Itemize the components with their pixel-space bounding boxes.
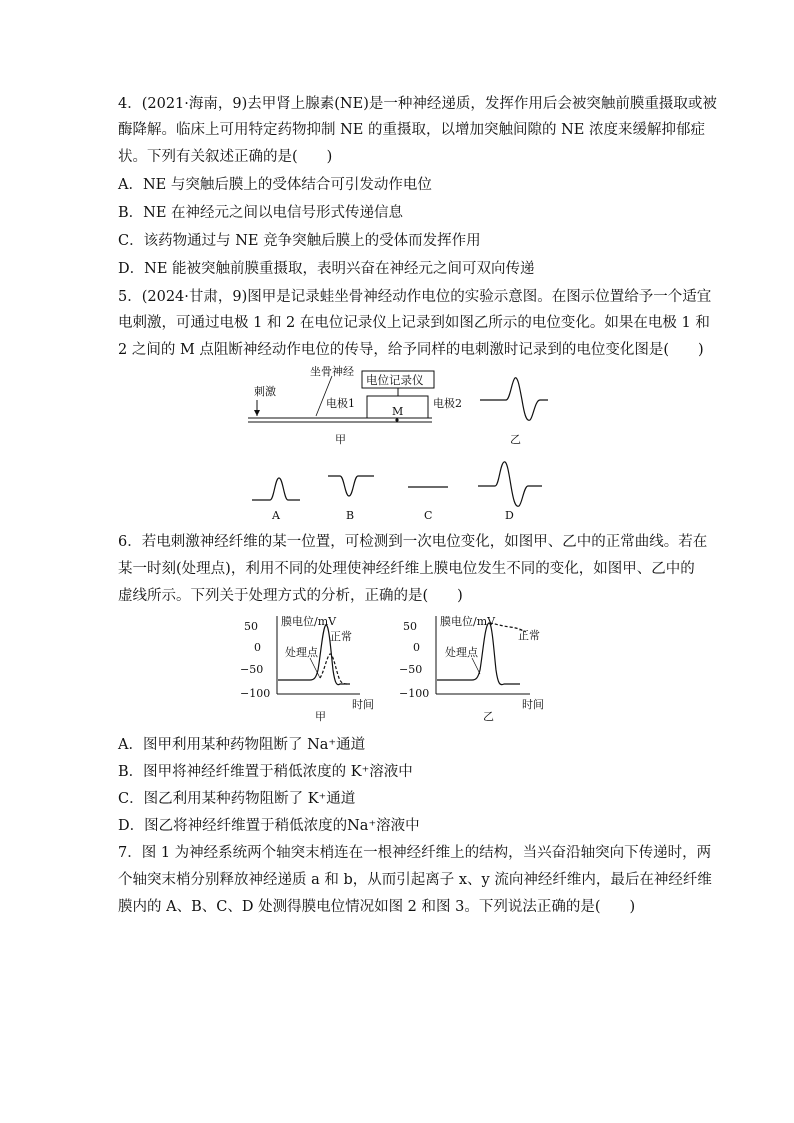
yi-label: 乙: [483, 710, 494, 723]
figure-jia-label: 甲: [335, 433, 346, 446]
yi-treat-label: 处理点: [445, 646, 478, 659]
q4-option-b: B．NE 在神经元之间以电信号形式传递信息: [118, 205, 404, 221]
figure-yi-label: 乙: [510, 433, 521, 446]
nerve-label: 坐骨神经: [310, 365, 354, 378]
q6-line-3: 虚线所示。下列关于处理方式的分析，正确的是( ): [118, 588, 463, 604]
point-m-label: M: [392, 405, 404, 418]
choice-c-label: C: [424, 509, 433, 522]
point-m-dot: [395, 418, 398, 421]
q7-line-2: 个轴突末梢分别释放神经递质 a 和 b，从而引起离子 x、y 流向神经纤维内，最后在神经纤维: [118, 872, 712, 888]
yi-ytick-m50: −50: [399, 663, 423, 676]
jia-ytick-m100: −100: [240, 687, 271, 700]
yi-normal-label: 正常: [518, 629, 540, 642]
q4-line-3: 状。下列有关叙述正确的是( ): [118, 149, 333, 165]
q7-line-1: 7．图 1 为神经系统两个轴突末梢连在一根神经纤维上的结构，当兴奋沿轴突向下传递时，两: [118, 845, 712, 861]
q6-line-1: 6．若电刺激神经纤维的某一位置，可检测到一次电位变化，如图甲、乙中的正常曲线。若在: [118, 534, 708, 550]
electrode-2-label: 电极2: [433, 397, 462, 410]
q4-line-2: 酶降解。临床上可用特定药物抑制 NE 的重摄取，以增加突触间隙的 NE 浓度来缓解抑郁症: [118, 122, 705, 138]
q5-line-3: 2 之间的 M 点阻断神经动作电位的传导，给予同样的电刺激时记录到的电位变化图是( ): [118, 342, 704, 358]
jia-ytick-50: 50: [244, 620, 258, 633]
q4-option-c: C．该药物通过与 NE 竞争突触后膜上的受体而发挥作用: [118, 233, 481, 249]
stimulus-label: 刺激: [254, 385, 276, 398]
jia-normal-label: 正常: [330, 630, 352, 643]
q4-option-d: D．NE 能被突触前膜重摄取，表明兴奋在神经元之间可双向传递: [118, 261, 535, 277]
q6-option-d: D．图乙将神经纤维置于稍低浓度的Na⁺溶液中: [118, 818, 420, 834]
jia-ylabel: 膜电位/mV: [281, 615, 337, 628]
q6-line-2: 某一时刻(处理点)，利用不同的处理使神经纤维上膜电位发生不同的变化，如图甲、乙中的: [118, 561, 695, 577]
jia-ytick-m50: −50: [240, 663, 264, 676]
choice-b-label: B: [346, 509, 355, 522]
electrode-1-label: 电极1: [326, 397, 355, 410]
trace-choice-d: [478, 462, 542, 506]
jia-treat-label: 处理点: [285, 646, 318, 659]
q6-option-a: A．图甲利用某种药物阻断了 Na⁺通道: [118, 737, 366, 753]
recorder-label: 电位记录仪: [366, 373, 424, 387]
jia-ytick-0: 0: [254, 641, 261, 654]
q7-line-3: 膜内的 A、B、C、D 处测得膜电位情况如图 2 和图 3。下列说法正确的是( ): [118, 899, 636, 915]
stimulus-arrowhead: [254, 410, 260, 416]
yi-ylabel: 膜电位/mV: [440, 615, 496, 628]
q6-option-b: B．图甲将神经纤维置于稍低浓度的 K⁺溶液中: [118, 764, 413, 780]
jia-label: 甲: [315, 710, 326, 723]
jia-xlabel: 时间: [352, 698, 374, 711]
choice-d-label: D: [505, 509, 514, 522]
choice-a-label: A: [272, 509, 280, 522]
q4-option-a: A．NE 与突触后膜上的受体结合可引发动作电位: [118, 177, 432, 193]
q4-line-1: 4．(2021·海南，9)去甲肾上腺素(NE)是一种神经递质，发挥作用后会被突触前膜重摄取或被: [118, 96, 717, 112]
yi-ytick-m100: −100: [399, 687, 430, 700]
nerve-pointer: [316, 376, 332, 416]
yi-ytick-50: 50: [403, 620, 417, 633]
q5-line-2: 电刺激，可通过电极 1 和 2 在电位记录仪上记录到如图乙所示的电位变化。如果在电极 1 和: [118, 315, 710, 331]
q5-figure: [230, 362, 570, 522]
yi-ytick-0: 0: [413, 641, 420, 654]
trace-choice-b: [328, 476, 374, 496]
trace-yi: [480, 378, 548, 420]
q6-figure: [240, 612, 570, 728]
q6-option-c: C．图乙利用某种药物阻断了 K⁺通道: [118, 791, 356, 807]
jia-dashed-curve: [320, 654, 348, 684]
yi-xlabel: 时间: [522, 698, 544, 711]
yi-treat-pointer: [472, 658, 480, 674]
trace-choice-a: [252, 478, 300, 500]
q5-line-1: 5．(2024·甘肃，9)图甲是记录蛙坐骨神经动作电位的实验示意图。在图示位置给予一个适宜: [118, 289, 712, 305]
